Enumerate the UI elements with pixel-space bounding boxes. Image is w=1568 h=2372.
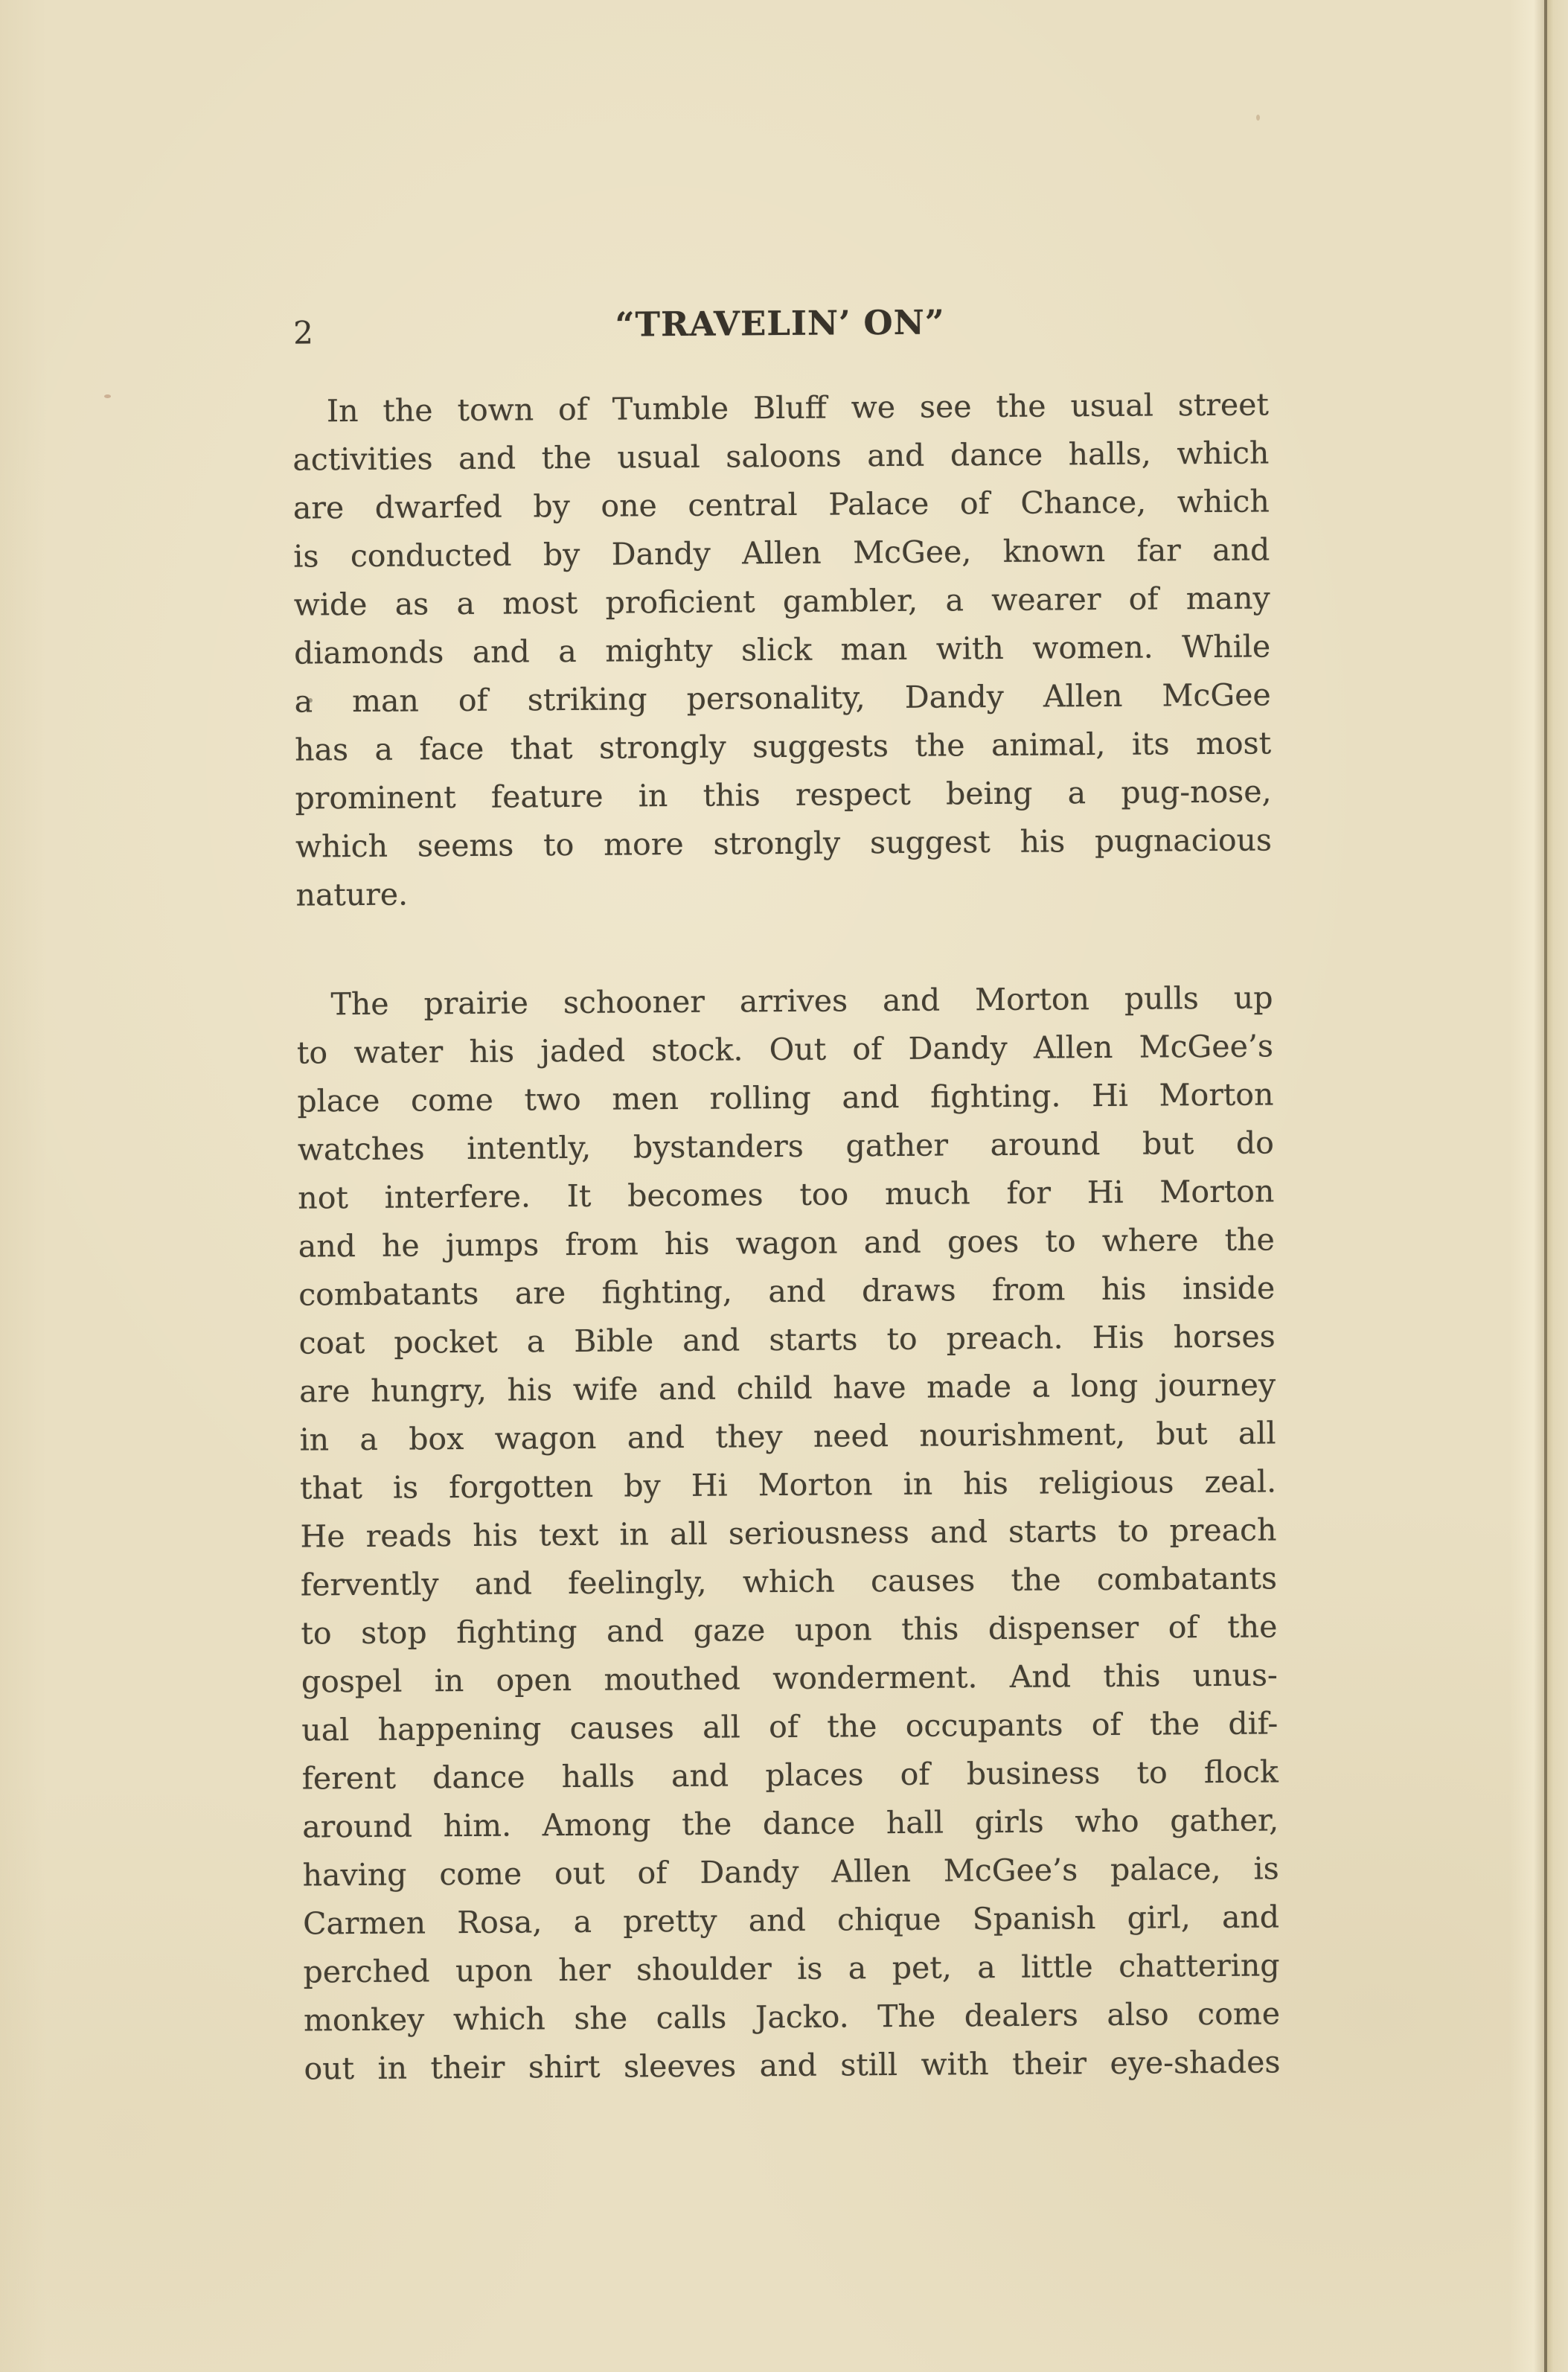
text-line: monkey which she calls Jacko. The dealers also come — [303, 1995, 1281, 2039]
text-line: are hungry, his wife and child have made a long journey — [298, 1366, 1276, 1410]
page-header — [292, 300, 1268, 354]
text-line: are dwarfed by one central Palace of Chance, which — [292, 483, 1270, 526]
text-line: diamonds and a mighty slick man with women. While — [294, 628, 1271, 671]
text-line: wide as a most proficient gambler, a wearer of many — [293, 580, 1270, 623]
text-line: Carmen Rosa, a pretty and chique Spanish girl, and — [302, 1899, 1280, 1942]
text-line: to stop fighting and gaze upon this dispenser of the — [301, 1608, 1278, 1652]
text-line: nature. — [295, 876, 409, 913]
body-text — [292, 380, 1281, 2093]
paragraph — [292, 380, 1273, 919]
text-line: He reads his text in all seriousness and starts to preach — [300, 1512, 1277, 1555]
text-line: combatants are fighting, and draws from his inside — [298, 1270, 1276, 1313]
running-title: “TRAVELIN’ ON” — [615, 302, 945, 345]
text-line: ual happening causes all of the occupants of the dif- — [301, 1705, 1279, 1748]
text-line: The prairie schooner arrives and Morton pulls up — [330, 979, 1273, 1023]
paragraph — [296, 974, 1280, 2093]
text-line: place come two men rolling and fighting. Hi Morton — [297, 1076, 1274, 1119]
text-line: to water his jaded stock. Out of Dandy Allen McGee’s — [296, 1028, 1274, 1071]
text-line: In the town of Tumble Bluff we see the usual street — [326, 386, 1270, 429]
text-line: around him. Among the dance hall girls who gather, — [302, 1802, 1279, 1845]
text-line: that is forgotten by Hi Morton in his religious zeal. — [299, 1463, 1277, 1506]
text-line: fervently and feelingly, which causes the combatants — [300, 1560, 1278, 1603]
text-line: a man of striking personality, Dandy Allen McGee — [294, 677, 1271, 720]
text-line: perched upon her shoulder is a pet, a little chattering — [303, 1947, 1280, 1990]
text-line: watches intently, bystanders gather around but do — [297, 1125, 1275, 1168]
text-line: gospel in open mouthed wonderment. And this unus- — [301, 1657, 1278, 1700]
text-line: coat pocket a Bible and starts to preach. His horses — [298, 1318, 1276, 1361]
text-line: prominent feature in this respect being a pug-nose, — [295, 773, 1272, 816]
text-line: and he jumps from his wagon and goes to where the — [298, 1221, 1275, 1265]
text-line: which seems to more strongly suggest his pugnacious — [295, 822, 1273, 865]
text-line: is conducted by Dandy Allen McGee, known far and — [293, 531, 1270, 575]
text-line: ferent dance halls and places of business to flock — [301, 1754, 1279, 1797]
text-line: having come out of Dandy Allen McGee’s palace, is — [302, 1850, 1279, 1893]
page-number: 2 — [293, 314, 314, 351]
text-line: out in their shirt sleeves and still with their eye-shades — [304, 2044, 1281, 2087]
text-line: has a face that strongly suggests the animal, its most — [294, 725, 1272, 768]
text-line: in a box wagon and they need nourishment, but all — [299, 1415, 1276, 1458]
text-line: activities and the usual saloons and dance halls, which — [292, 435, 1270, 478]
text-line: not interfere. It becomes too much for Hi Morton — [298, 1173, 1275, 1216]
